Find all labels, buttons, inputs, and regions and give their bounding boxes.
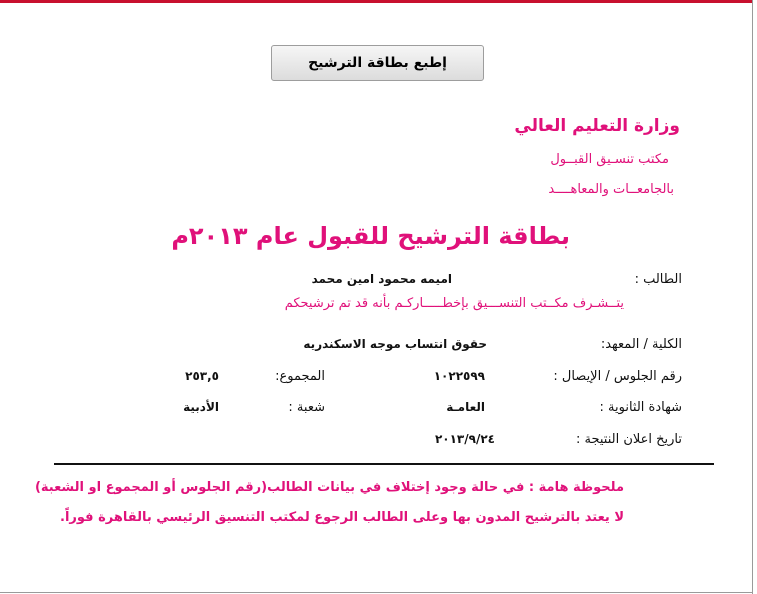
- office-line-2: بالجامعــات والمعاهــــد: [548, 182, 674, 197]
- faculty-label: الكلية / المعهد:: [600, 337, 682, 352]
- important-note-line-2: لا يعتد بالترشيح المدون بها وعلى الطالب الرجوع لمكتب التنسيق الرئيسي بالقاهرة فوراً.: [60, 510, 624, 525]
- faculty-value: حقوق انتساب موجه الاسكندريه: [303, 337, 487, 351]
- top-accent-bar: [0, 0, 752, 3]
- seat-number-label: رقم الجلوس / الإيصال :: [553, 369, 682, 384]
- card-title: بطاقة الترشيح للقبول عام ٢٠١٣م: [171, 222, 570, 250]
- student-label: الطالب :: [634, 272, 682, 287]
- bottom-border: [0, 592, 753, 593]
- ministry-heading: وزارة التعليم العالي: [514, 116, 680, 136]
- certificate-value: العامـة: [446, 400, 485, 414]
- office-line-1: مكتب تنسـيق القبــول: [550, 152, 669, 167]
- certificate-label: شهادة الثانوية :: [599, 400, 682, 415]
- divider-line: [54, 463, 714, 465]
- nomination-notice: يتــشـرف مكــتب التنســـيق بإخطـــــاركـم بأنه قد تم ترشيحكم: [284, 296, 624, 311]
- important-note-line-1: ملحوظة هامة : في حالة وجود إختلاف في بيانات الطالب(رقم الجلوس أو المجموع او الشعبة): [34, 480, 624, 495]
- result-date-label: تاريخ اعلان النتيجة :: [575, 432, 682, 447]
- seat-number-value: ١٠٢٢٥٩٩: [433, 369, 485, 383]
- print-card-button[interactable]: إطبع بطاقة الترشيح: [271, 45, 484, 81]
- branch-label: شعبة :: [288, 400, 325, 415]
- student-value: اميمه محمود امين محمد: [311, 272, 452, 286]
- branch-value: الأدبية: [183, 400, 219, 414]
- result-date-value: ٢٠١٣/٩/٢٤: [434, 432, 495, 446]
- right-border: [752, 0, 753, 594]
- total-value: ٢٥٣,٥: [185, 369, 219, 383]
- total-label: المجموع:: [275, 369, 325, 384]
